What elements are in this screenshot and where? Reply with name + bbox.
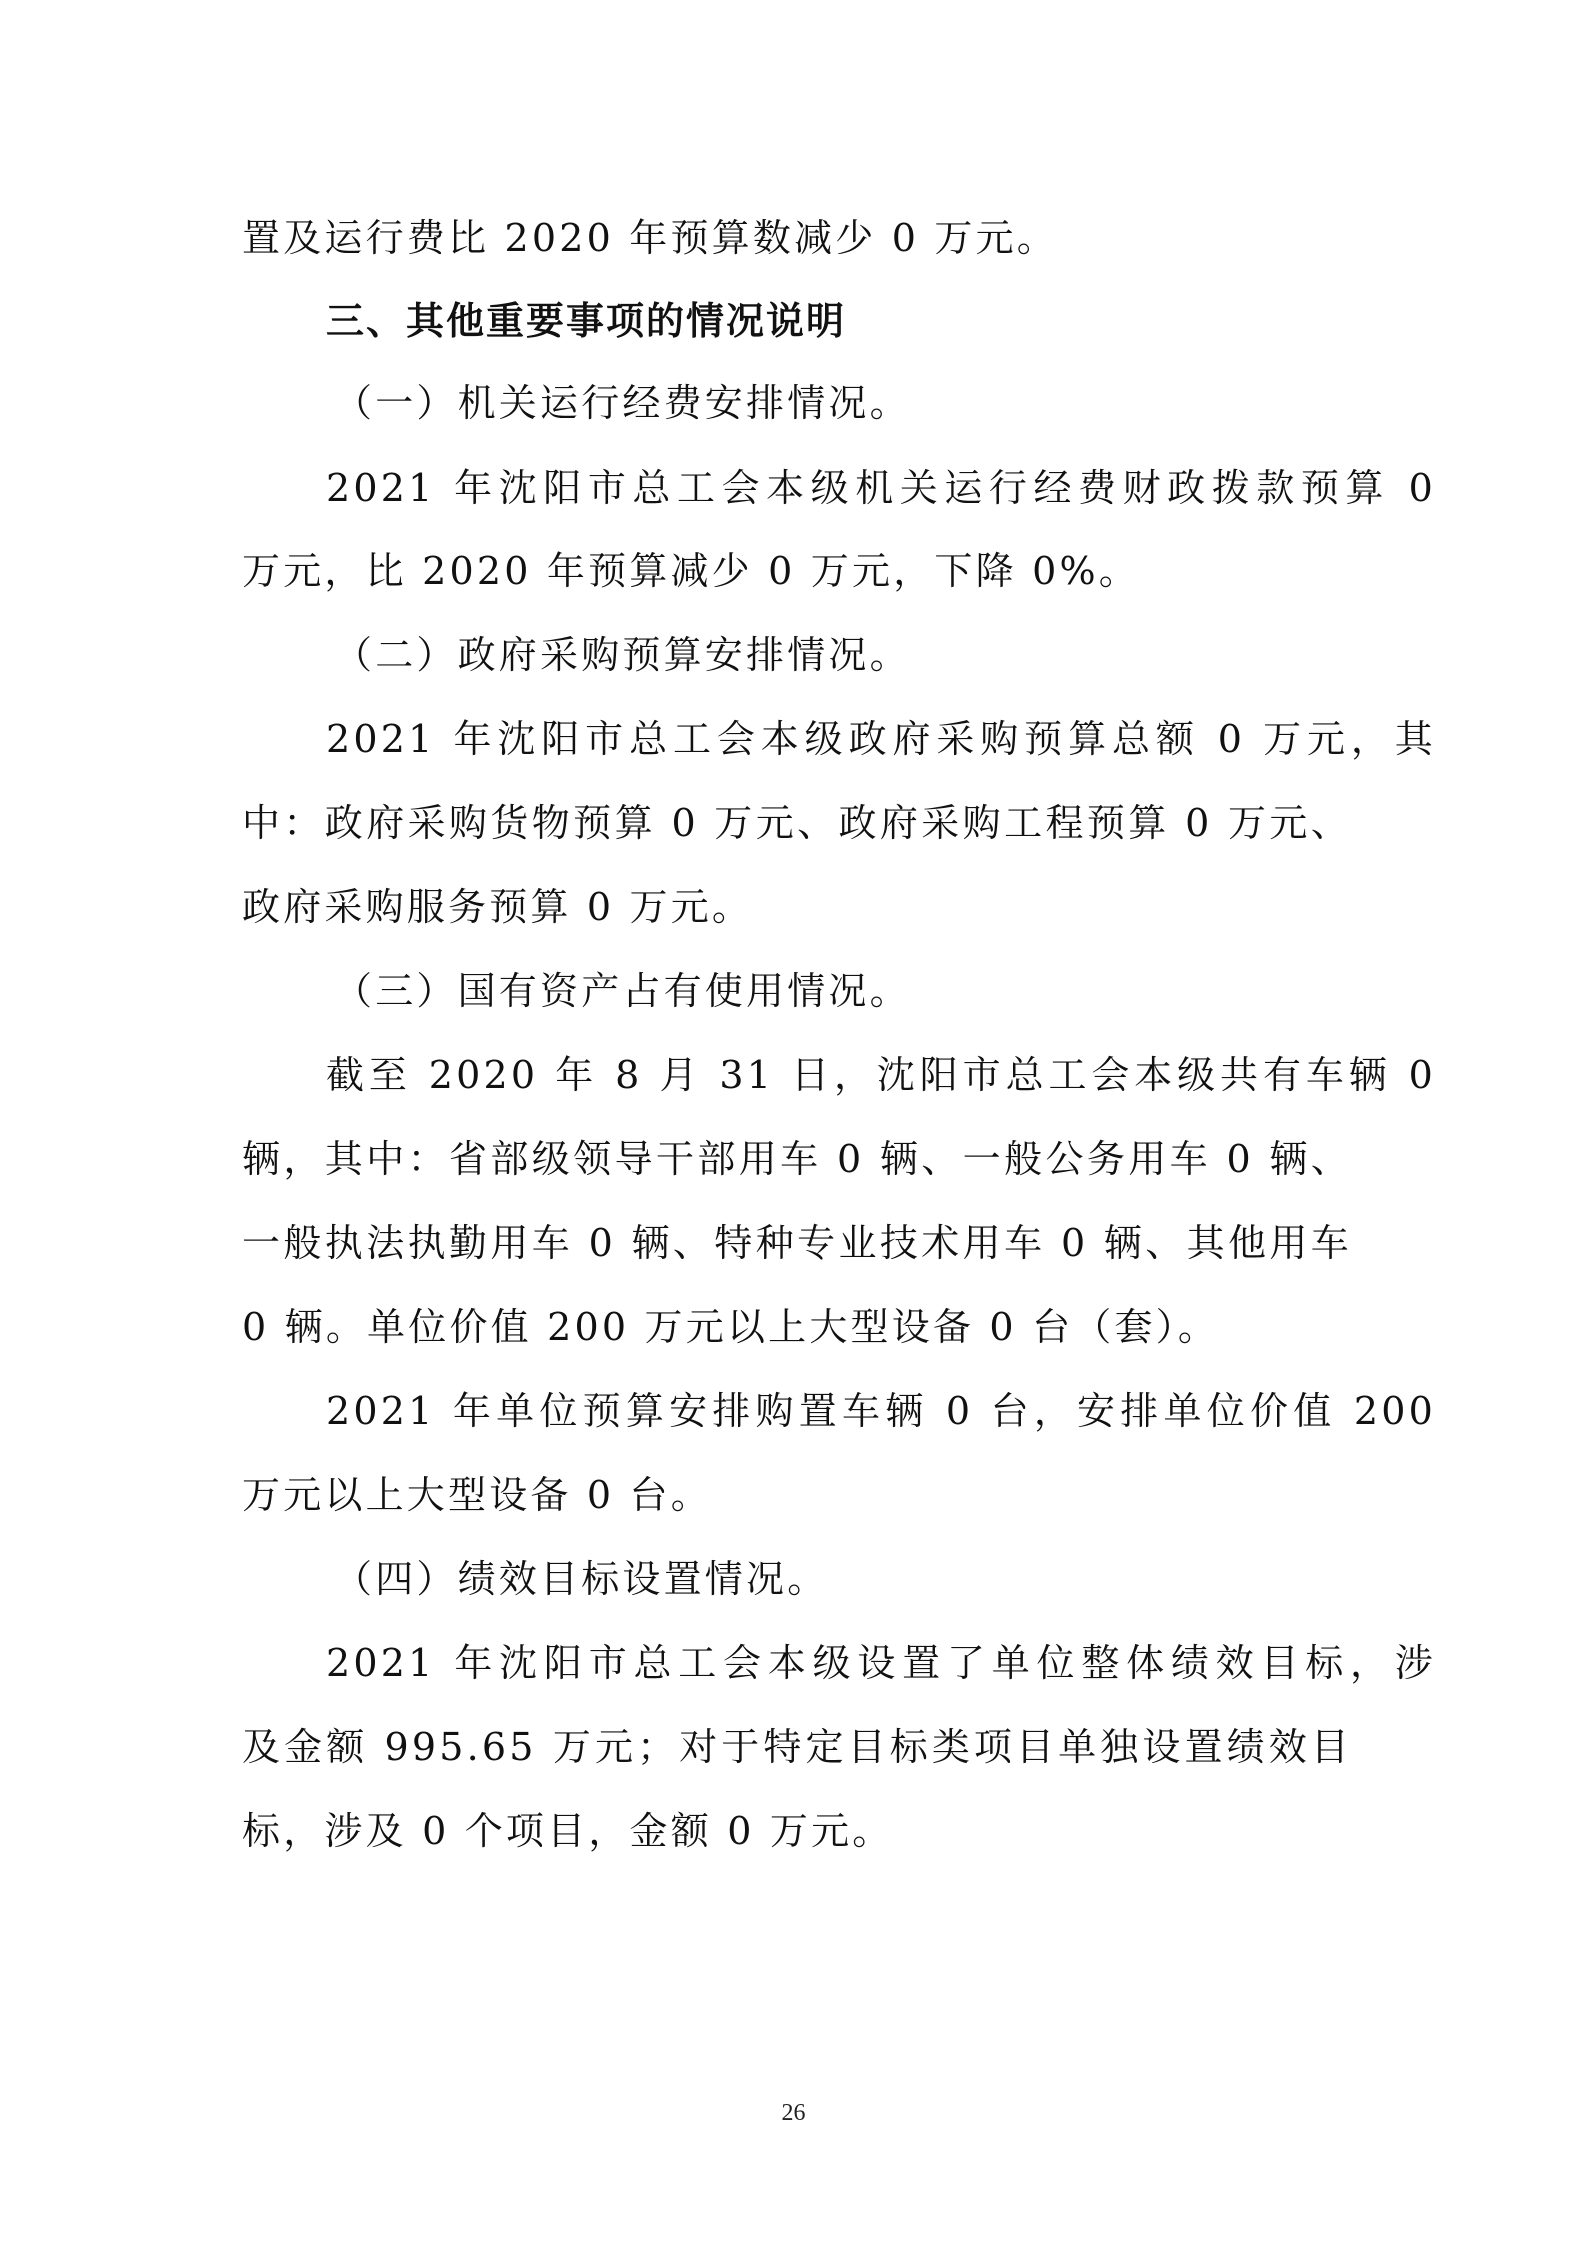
paragraph-4-line-2: 万元以上大型设备 0 台。 [242,1473,712,1517]
paragraph-5-line-3: 标，涉及 0 个项目，金额 0 万元。 [242,1809,894,1853]
paragraph-4-line-1: 2021 年单位预算安排购置车辆 0 台，安排单位价值 200 [326,1389,1436,1433]
paragraph-5-line-2: 及金额 995.65 万元；对于特定目标类项目单独设置绩效目 [242,1725,1352,1769]
paragraph-2-line-3: 政府采购服务预算 0 万元。 [242,885,754,929]
paragraph-3-line-2: 辆，其中：省部级领导干部用车 0 辆、一般公务用车 0 辆、 [242,1137,1352,1181]
paragraph-2-line-2: 中：政府采购货物预算 0 万元、政府采购工程预算 0 万元、 [242,801,1352,845]
subsection-heading-4: （四）绩效目标设置情况。 [334,1557,829,1601]
paragraph-3-line-3: 一般执法执勤用车 0 辆、特种专业技术用车 0 辆、其他用车 [242,1221,1352,1265]
paragraph-3-line-4: 0 辆。单位价值 200 万元以上大型设备 0 台（套）。 [242,1305,1220,1349]
subsection-heading-1: （一）机关运行经费安排情况。 [334,381,911,425]
paragraph-1-line-1: 2021 年沈阳市总工会本级机关运行经费财政拨款预算 0 [326,466,1436,510]
subsection-heading-3: （三）国有资产占有使用情况。 [334,969,911,1013]
body-line-continuation: 置及运行费比 2020 年预算数减少 0 万元。 [242,216,1059,260]
paragraph-3-line-1: 截至 2020 年 8 月 31 日，沈阳市总工会本级共有车辆 0 [326,1053,1436,1097]
page-number: 26 [781,2100,806,2126]
section-heading: 三、其他重要事项的情况说明 [326,299,847,343]
paragraph-5-line-1: 2021 年沈阳市总工会本级设置了单位整体绩效目标，涉 [326,1641,1436,1685]
paragraph-2-line-1: 2021 年沈阳市总工会本级政府采购预算总额 0 万元，其 [326,717,1436,761]
subsection-heading-2: （二）政府采购预算安排情况。 [334,633,911,677]
paragraph-1-line-2: 万元，比 2020 年预算减少 0 万元，下降 0%。 [242,549,1140,593]
